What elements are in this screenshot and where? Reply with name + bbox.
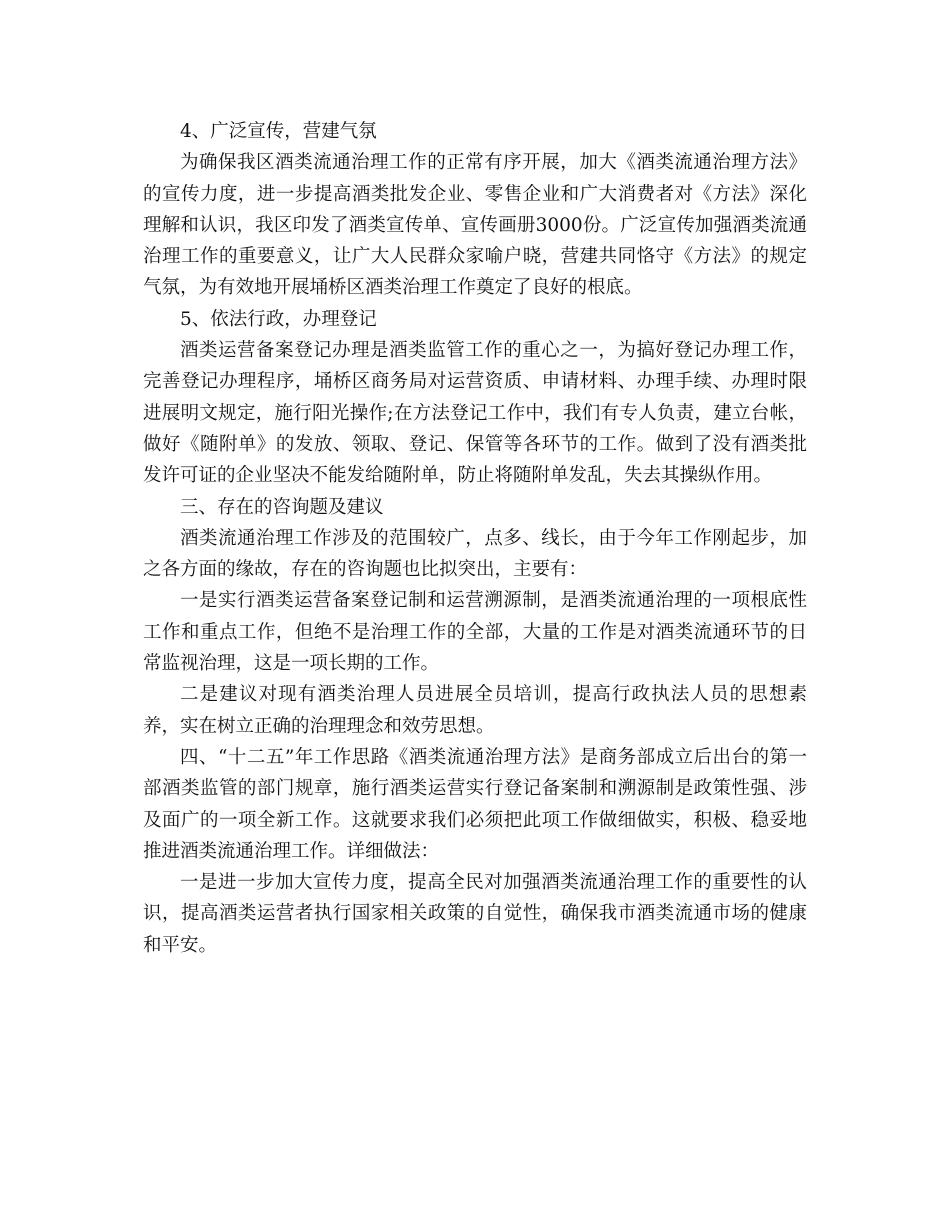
section-heading-registration: 5、依法行政，办理登记	[180, 308, 377, 330]
section-heading-publicity: 4、广泛宣传，营建气氛	[180, 121, 377, 142]
paragraph-publicity: 为确保我区酒类流通治理工作的正常有序开展，加大《酒类流通治理方法》的宣传力度，进一步提高酒类批发企业、零售企业和广大消费者对《方法》深化理解和认识，我区印发了酒类宣传单、宣传画册3000份。广泛宣传加强酒类流通治理工作的重要意义，让广大人民群众家喻户晓，营建共同恪守《方法》的规定气氛，为有效地开展埇桥区酒类治理工作奠定了良好的根底。	[143, 152, 807, 299]
section-heading-issues: 三、存在的咨询题及建议	[180, 496, 384, 518]
paragraph-registration: 酒类运营备案登记办理是酒类监管工作的重心之一，为搞好登记办理工作，完善登记办理程序，埇桥区商务局对运营资质、申请材料、办理手续、办理时限进展明文规定，施行阳光操作;在方法登记工作中，我们有专人负责，建立台帐，做好《随附单》的发放、领取、登记、保管等各环节的工作。做到了没有酒类批发许可证的企业坚决不能发给随附单，防止将随附单发乱，失去其操纵作用。	[143, 340, 807, 487]
paragraph-issue-two: 二是建议对现有酒类治理人员进展全员培训，提高行政执法人员的思想素养，实在树立正确的治理理念和效劳思想。	[143, 684, 807, 737]
paragraph-plan-one: 一是进一步加大宣传力度，提高全民对加强酒类流通治理工作的重要性的认识，提高酒类运营者执行国家相关政策的自觉性，确保我市酒类流通市场的健康和平安。	[143, 872, 807, 956]
document-body	[143, 116, 807, 961]
paragraph-work-plan: 四、“十二五”年工作思路《酒类流通治理方法》是商务部成立后出台的第一部酒类监管的部门规章，施行酒类运营实行登记备案制和溯源制是政策性强、涉及面广的一项全新工作。这就要求我们必须把此项工作做细做实，积极、稳妥地推进酒类流通治理工作。详细做法：	[143, 746, 807, 862]
paragraph-issues-intro: 酒类流通治理工作涉及的范围较广，点多、线长，由于今年工作刚起步，加之各方面的缘故，存在的咨询题也比拟突出，主要有：	[143, 527, 807, 581]
paragraph-issue-one: 一是实行酒类运营备案登记制和运营溯源制，是酒类流通治理的一项根底性工作和重点工作，但绝不是治理工作的全部，大量的工作是对酒类流通环节的日常监视治理，这是一项长期的工作。	[143, 590, 807, 675]
